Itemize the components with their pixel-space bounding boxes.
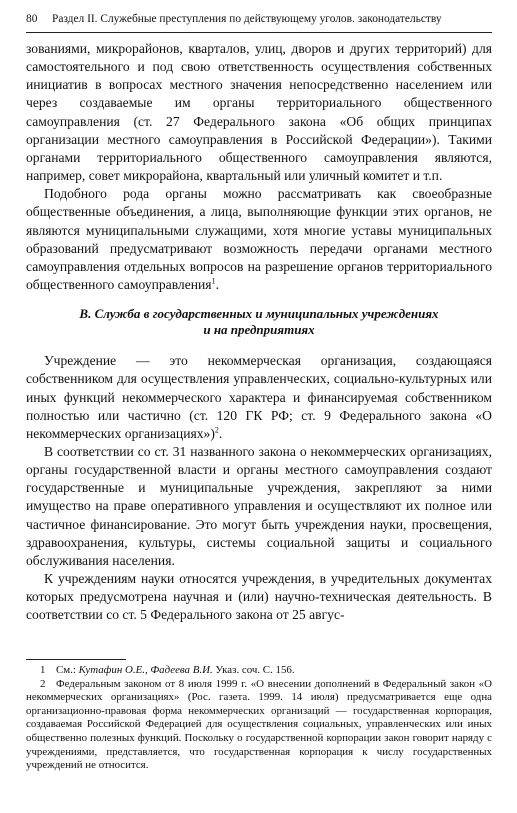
footnotes [26,664,492,773]
footnote-ref[interactable]: 1 [211,276,216,286]
running-header [26,12,492,26]
paragraph [26,185,492,294]
footnote-text: Указ. соч. С. 156. [212,664,295,676]
footnote-number: 2 [40,677,46,690]
main-text [26,40,492,625]
footnote-text: Федеральным законом от 8 июля 1999 г. «О внесении дополнений в Федеральный закон «О некоммерческих организациях» (Рос. газета. 1999. 14 июля) предусматривается еще одна организационно-правовая форма некоммерческих организаций — государственная корпорация, создаваемая Российской Федерацией для осуществления социальных, управленческих или иных общественно полезных функций. Поскольку о государственной корпорации закон говорит наряду с учреждениями, представляется, что государственная корпорация к числу государственных учреждений не относится. [26,677,492,772]
footnote-authors: Кутафин О.Е., Фадеева В.И. [78,664,213,676]
section-heading-line: и на предприятиях [203,322,315,338]
section-heading [26,306,492,338]
paragraph: К учреждениям науки относятся учреждения, в учредительных документах которых предусмотрена научная и (или) научно-техническая деятельность. В соответствии со ст. 5 Федерального закона от 25 авгус- [26,571,492,623]
footnote-rule [26,659,126,660]
paragraph-text: Учреждение — это некоммерческая организация, создающаяся собственником для осуществления управленческих, социально-культурных или иных функций некоммерческого характера и финансируемая собственником полностью или частично (ст. 120 ГК РФ; ст. 9 Федерального закона «О некоммерческих организациях») [26,353,492,441]
header-rule [26,32,492,33]
paragraph: В соответствии со ст. 31 названного закона о некоммерческих организациях, органы государственной власти и органы местного самоуправления создают государственные и муниципальные учреждения, закрепляют за ними имущество на праве оперативного управления и осуществляют их полное или частичное финансирование. Это могут быть учреждения науки, просвещения, здравоохранения, культуры, системы социальной защиты и социального обслуживания населения. [26,443,492,568]
paragraph-end: . [215,277,219,293]
footnote-ref[interactable]: 2 [214,425,219,435]
paragraph-text: Подобного рода органы можно рассматривать как своеобразные общественные объединения, а лица, выполняющие функции этих органов, не являются муниципальными служащими, хотя многие уставы муниципальных образований предусматривают возможность передачи органами местного самоуправления отдельных вопросов на разрешение органов территориального общественного самоуправления [26,186,492,293]
section-heading-line: В. Служба в государственных и муниципальных учреждениях [79,306,439,322]
page-number: 80 [26,13,38,25]
footnote-prefix: См.: [56,664,79,676]
footnote [26,664,492,678]
footnote-number: 1 [40,664,46,676]
running-title: Раздел II. Служебные преступления по действующему уголов. законодательству [52,13,442,25]
paragraph-end: . [218,425,223,441]
paragraph [26,352,492,443]
footnote [26,678,492,773]
paragraph-continuation: зованиями, микрорайонов, кварталов, улиц, дворов и других территорий) для самостоятельного и под свою ответственность осуществления собственных инициатив в вопросах местного значения непосредственно населением или через создаваемые им органы территориального общественного самоуправления (ст. 27 Федерального закона «Об общих принципах организации местного самоуправления в Российской Федерации»). Такими органами территориального общественного самоуправления являются, например, совет микрорайона, квартальный или уличный комитет и т.п. [26,41,492,184]
